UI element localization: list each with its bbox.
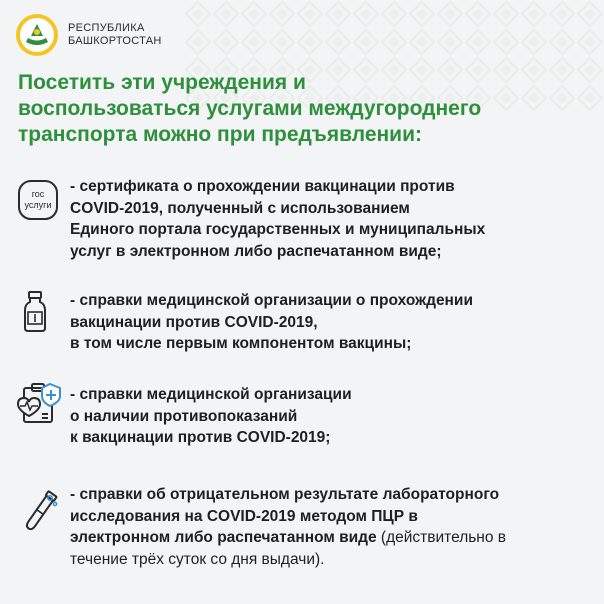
list-item-line: услуг в электронном либо распечатанном виде; xyxy=(70,242,442,260)
vaccine-vial-icon xyxy=(16,288,64,336)
org-name-line-2: БАШКОРТОСТАН xyxy=(68,35,162,47)
bashkortostan-emblem-icon xyxy=(14,12,60,58)
list-item-line: COVID-2019, полученный с использованием xyxy=(70,199,410,217)
list-item-line: - сертификата о прохождении вакцинации против xyxy=(70,178,455,195)
list-item-line: течение трёх суток со дня выдачи). xyxy=(70,550,325,568)
medical-certificate-icon xyxy=(16,380,64,428)
org-name-line-1: РЕСПУБЛИКА xyxy=(68,22,145,34)
list-item-normal-tail: (действительно в xyxy=(376,529,507,546)
list-item-line xyxy=(70,527,590,549)
list-item-text xyxy=(70,484,590,570)
header xyxy=(14,12,162,58)
list-item-line: исследования на COVID-2019 методом ПЦР в xyxy=(70,507,418,525)
list-item-bold-tail: электронном либо распечатанном виде xyxy=(70,529,377,546)
gosuslugi-icon-text-2: услуги xyxy=(24,200,52,210)
list-item-text xyxy=(70,290,590,355)
list-item-line: - справки медицинской организации о прохождении xyxy=(70,292,473,309)
page-title xyxy=(18,70,578,148)
list-item-line: вакцинации против COVID-2019, xyxy=(70,313,318,331)
gosuslugi-icon xyxy=(16,178,64,226)
test-tube-icon xyxy=(16,488,64,536)
list-item-line: о наличии противопоказаний xyxy=(70,407,298,425)
list-item-line: Единого портала государственных и муниципальных xyxy=(70,221,486,238)
gosuslugi-icon-text-1: гос xyxy=(31,189,45,199)
list-item-text xyxy=(70,384,590,449)
title-line-3: транспорта можно при предъявлении: xyxy=(18,123,422,146)
list-item-line: в том числе первым компонентом вакцины; xyxy=(70,335,412,352)
org-name xyxy=(68,22,162,48)
list-item-text xyxy=(70,176,590,262)
list-item-line: - справки об отрицательном результате лабораторного xyxy=(70,486,500,503)
title-line-1: Посетить эти учреждения и xyxy=(18,71,306,94)
list-item-line: - справки медицинской организации xyxy=(70,386,352,403)
title-line-2: воспользоваться услугами междугороднего xyxy=(18,97,482,120)
list-item-line: к вакцинации против COVID-2019; xyxy=(70,429,331,446)
